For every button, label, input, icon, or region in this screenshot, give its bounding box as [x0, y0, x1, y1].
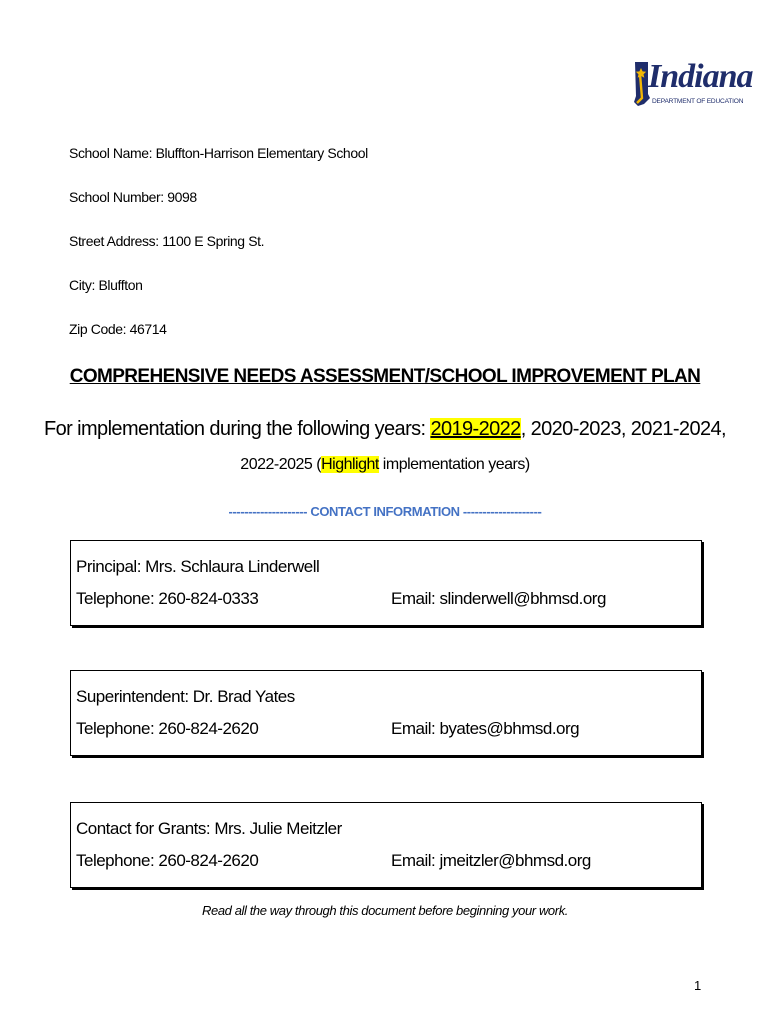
implementation-years-line2 [0, 456, 770, 474]
grants-contact-email: Email: jmeitzler@bhmsd.org [391, 851, 591, 870]
street-address: Street Address: 1100 E Spring St. [69, 233, 265, 249]
superintendent-email: Email: byates@bhmsd.org [391, 719, 580, 738]
implementation-prefix: For implementation during the following years: [44, 418, 431, 440]
document-title: COMPREHENSIVE NEEDS ASSESSMENT/SCHOOL IMPROVEMENT PLAN [69, 366, 701, 387]
instruction-note: Read all the way through this document before beginning your work. [202, 903, 568, 918]
school-name: School Name: Bluffton-Harrison Elementary School [69, 145, 368, 161]
principal-email: Email: slinderwell@bhmsd.org [391, 589, 606, 608]
city: City: Bluffton [69, 277, 143, 293]
zip-code: Zip Code: 46714 [69, 321, 167, 337]
page-number: 1 [694, 978, 702, 993]
principal-contact-box [70, 540, 702, 626]
logo-wordmark: Indiana [648, 58, 753, 95]
highlighted-year: 2019-2022 [430, 418, 521, 440]
superintendent-name: Superintendent: Dr. Brad Yates [76, 687, 295, 706]
indiana-doe-logo [632, 58, 753, 112]
grants-contact-box [70, 802, 702, 888]
implementation-rest: , 2020-2023, 2021-2024, [520, 418, 726, 440]
grants-contact-name: Contact for Grants: Mrs. Julie Meitzler [76, 819, 342, 838]
contact-information-header: -------------------- CONTACT INFORMATION -------------------- [228, 504, 542, 519]
school-number: School Number: 9098 [69, 189, 197, 205]
line2-suffix: implementation years) [378, 456, 530, 473]
logo-subtext: DEPARTMENT OF EDUCATION [652, 98, 744, 105]
highlight-word: Highlight [321, 456, 379, 473]
implementation-years-line1 [0, 418, 770, 441]
superintendent-telephone: Telephone: 260-824-2620 [76, 719, 259, 738]
principal-name: Principal: Mrs. Schlaura Linderwell [76, 557, 320, 576]
superintendent-contact-box [70, 670, 702, 756]
principal-telephone: Telephone: 260-824-0333 [76, 589, 259, 608]
line2-prefix: 2022-2025 ( [240, 456, 322, 473]
grants-contact-telephone: Telephone: 260-824-2620 [76, 851, 259, 870]
